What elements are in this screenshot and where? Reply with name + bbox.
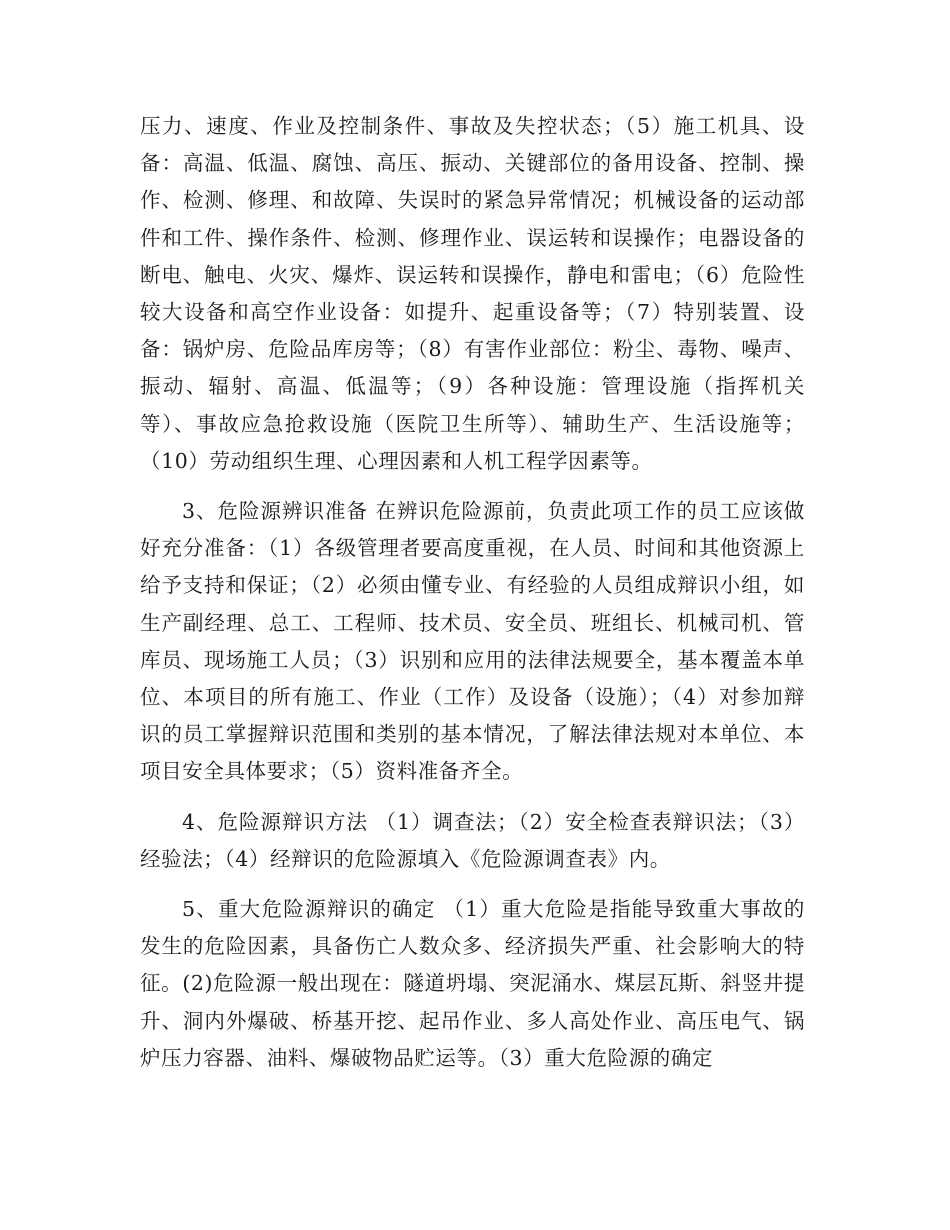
paragraph-major-hazard-determination: 5、重大危险源辩识的确定 （1）重大危险是指能导致重大事故的发生的危险因素，具备伤亡人数众多、经济损失严重、社会影响大的特征。(2)危险源一般出现在：隧道坍塌、突泥涌水、煤层瓦斯、斜竖井提升、洞内外爆破、桥基开挖、起吊作业、多人高处作业、高压电气、锅炉压力容器、油料、爆破物品贮运等。（3）重大危险源的确定 (140, 897, 805, 1070)
paragraph-identification-preparation: 3、危险源辨识准备 在辨识危险源前，负责此项工作的员工应该做好充分准备：（1）各级管理者要高度重视，在人员、时间和其他资源上给予支持和保证；（2）必须由懂专业、有经验的人员组成辩识小组，如生产副经理、总工、工程师、技术员、安全员、班组长、机械司机、管库员、现场施工人员；（3）识别和应用的法律法规要全，基本覆盖本单位、本项目的所有施工、作业（工作）及设备（设施）；（4）对参加辩识的员工掌握辩识范围和类别的基本情况，了解法律法规对本单位、本项目安全具体要求；（5）资料准备齐全。 (140, 499, 805, 784)
paragraph-hazard-sources-continued: 压力、速度、作业及控制条件、事故及失控状态；（5）施工机具、设备：高温、低温、腐蚀、高压、振动、关键部位的备用设备、控制、操作、检测、修理、和故障、失误时的紧急异常情况；机械设备的运动部件和工件、操作条件、检测、修理作业、误运转和误操作；电器设备的断电、触电、火灾、爆炸、误运转和误操作，静电和雷电；（6）危险性较大设备和高空作业设备：如提升、起重设备等；（7）特别装置、设备：锅炉房、危险品库房等；（8）有害作业部位：粉尘、毒物、噪声、振动、辐射、高温、低温等；（9）各种设施：管理设施（指挥机关等）、事故应急抢救设施（医院卫生所等）、辅助生产、生活设施等；（10）劳动组织生理、心理因素和人机工程学因素等。 (140, 114, 805, 473)
paragraph-identification-methods: 4、危险源辩识方法 （1）调查法；（2）安全检查表辩识法；（3）经验法；（4）经辩识的危险源填入《危险源调查表》内。 (140, 809, 805, 871)
document-body (140, 108, 805, 1077)
